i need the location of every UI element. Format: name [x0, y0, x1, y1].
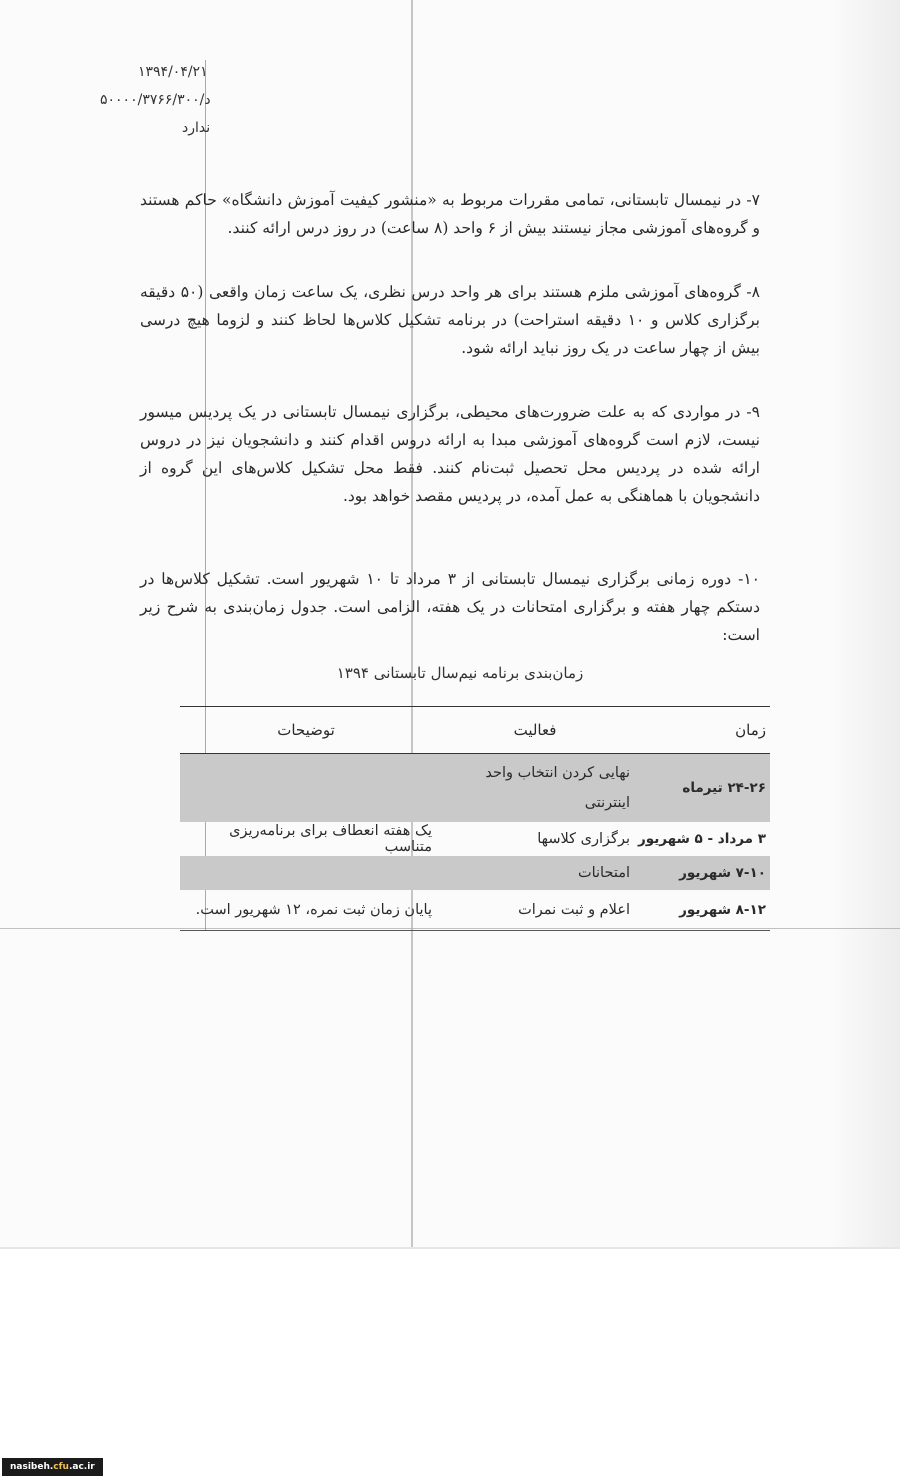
letter-date: ۱۳۹۴/۰۴/۲۱ [138, 64, 208, 80]
paragraph-10: ۱۰- دوره زمانی برگزاری نیمسال تابستانی از ۳ مرداد تا ۱۰ شهریور است. تشکیل کلاس‌ها در دستکم چهار هفته و برگزاری امتحانات در یک هفته، الزامی است. جدول زمان‌بندی به شرح زیر است: [140, 570, 760, 644]
schedule-table [180, 706, 770, 931]
table-row [180, 890, 770, 931]
cell-notes: یک هفته انعطاف برای برنامه‌ریزی متناسب [229, 823, 432, 855]
site-cfu: cfu [53, 1462, 69, 1472]
cell-time: ۳ مرداد - ۵ شهریور [637, 831, 766, 847]
site-suffix: .ac.ir [68, 1462, 95, 1472]
paragraph-7: ۷- در نیمسال تابستانی، تمامی مقررات مربوط به «منشور کیفیت آموزش دانشگاه» حاکم هستند و گروه‌های آموزشی مجاز نیستند بیش از ۶ واحد (۸ ساعت) در روز درس ارائه کنند. [140, 191, 760, 237]
cell-notes: پایان زمان ثبت نمره، ۱۲ شهریور است. [195, 902, 432, 918]
table-row [180, 754, 770, 822]
cell-time: ۲۴-۲۶ تیرماه [682, 780, 766, 796]
letter-attachment: ندارد [182, 120, 211, 136]
header-activity: فعالیت [513, 721, 557, 739]
header-notes: توضیحات [277, 721, 335, 739]
site-prefix: nasibeh. [10, 1462, 54, 1472]
schedule-table-title: زمان‌بندی برنامه نیم‌سال تابستانی ۱۳۹۴ [336, 664, 584, 682]
table-header [180, 706, 770, 754]
table-row [180, 822, 770, 856]
paragraph-9: ۹- در مواردی که به علت ضرورت‌های محیطی، برگزاری نیمسال تابستانی در یک پردیس میسور نیست، لازم است گروه‌های آموزشی مبدا به ارائه دروس اقدام کنند و دانشجویان نیز در دروس ارائه شده در پردیس محل تحصیل ثبت‌نام کنند. فقط محل تشکیل کلاس‌های این گروه از دانشجویان با هماهنگی به عمل آمده، در پردیس مقصد خواهد بود. [140, 403, 760, 505]
cell-activity: برگزاری کلاسها [537, 831, 630, 847]
site-watermark[interactable] [2, 1458, 103, 1476]
letter-header [100, 58, 230, 142]
site-footer [0, 1456, 900, 1482]
cell-time: ۷-۱۰ شهریور [679, 865, 766, 881]
header-time: زمان [735, 721, 766, 739]
cell-activity: امتحانات [577, 865, 630, 881]
paragraph-8: ۸- گروه‌های آموزشی ملزم هستند برای هر واحد درس نظری، یک ساعت زمان واقعی (۵۰ دقیقه برگزاری کلاس و ۱۰ دقیقه استراحت) در برنامه تشکیل کلاس‌ها لحاظ کنند و لزوما هیچ درسی بیش از چهار ساعت در یک روز نباید ارائه شود. [140, 283, 760, 357]
cell-activity: اعلام و ثبت نمرات [518, 902, 630, 918]
scan-shadow [830, 0, 900, 1247]
letter-number: د/۵۰۰۰۰/۳۷۶۶/۳۰۰ [100, 92, 211, 108]
cell-activity: نهایی کردن انتخاب واحد اینترنتی [485, 765, 630, 811]
cell-time: ۸-۱۲ شهریور [679, 902, 766, 918]
table-row [180, 856, 770, 890]
